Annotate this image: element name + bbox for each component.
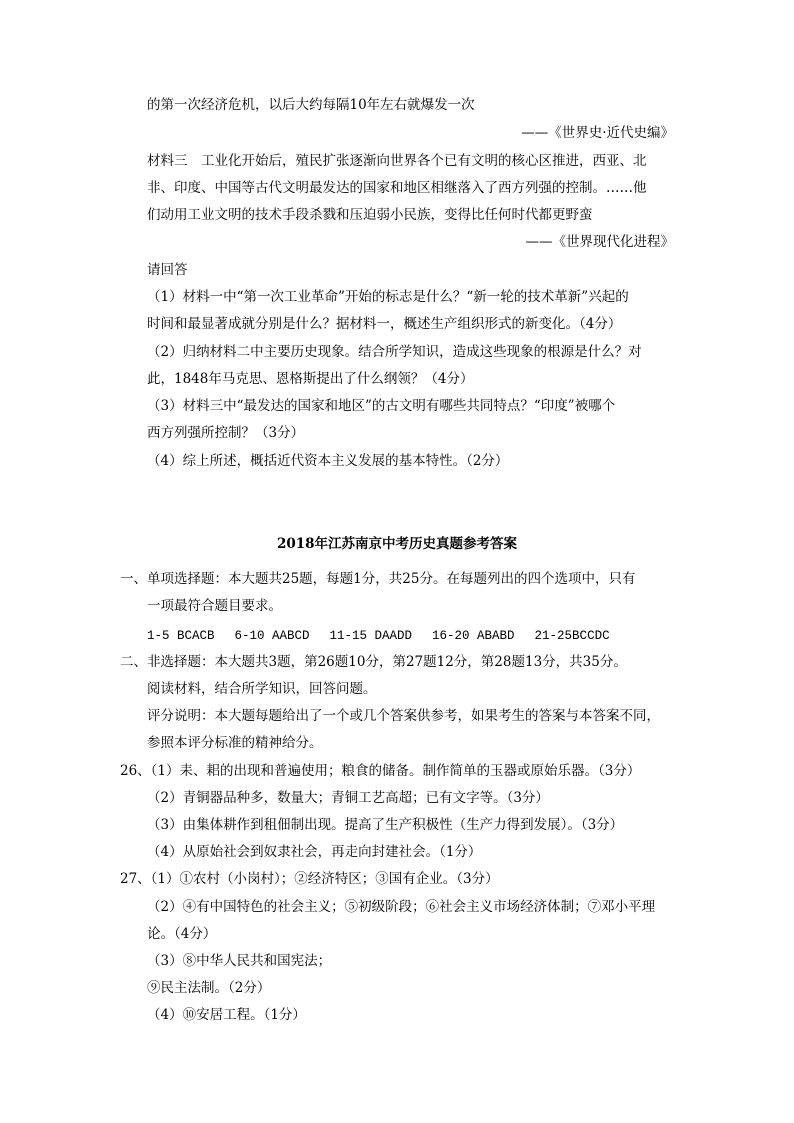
answer-line: 26、（1）耒、耜的出现和普遍使用；粮食的储备。制作简单的玉器或原始乐器。（3分） xyxy=(120,763,641,779)
answer-line: （2）青铜器品种多，数量大；青铜工艺高超；已有文字等。（3分） xyxy=(147,790,549,806)
question-line: 此，1848年马克思、恩格斯提出了什么纲领？（4分） xyxy=(147,371,474,387)
answer-line: （4）从原始社会到奴隶社会，再走向封建社会。（1分） xyxy=(147,844,482,860)
answer-line: （4）⑩安居工程。（1分） xyxy=(147,1007,306,1023)
text-line: 非、印度、中国等古代文明最发达的国家和地区相继落入了西方列强的控制。……他 xyxy=(147,180,647,196)
source-citation: ——《世界现代化进程》 xyxy=(525,234,674,250)
text-line: 一、单项选择题：本大题共25题，每题1分，共25分。在每题列出的四个选项中，只有 xyxy=(120,571,636,587)
answer-title: 2018年江苏南京中考历史真题参考答案 xyxy=(276,536,518,552)
answer-line: （2）④有中国特色的社会主义；⑤初级阶段；⑥社会主义市场经济体制；⑦邓小平理 xyxy=(147,899,656,915)
question-line: （1）材料一中“第一次工业革命”开始的标志是什么？“新一轮的技术革新”兴起的 xyxy=(147,289,629,305)
text-line: 参照本评分标准的精神给分。 xyxy=(147,735,323,751)
answer-line: 论。（4分） xyxy=(147,926,217,942)
text-line: 阅读材料，结合所学知识，回答问题。 xyxy=(147,681,377,697)
text-line: 们动用工业文明的技术手段杀戮和压迫弱小民族，变得比任何时代都更野蛮 xyxy=(147,207,593,223)
question-line: （3）材料三中“最发达的国家和地区”的古文明有哪些共同特点？“印度”被哪个 xyxy=(147,398,616,414)
answer-line: 27、（1）①农村（小岗村）；②经济特区；③国有企业。（3分） xyxy=(120,871,499,887)
answer-line: ⑨民主法制。（2分） xyxy=(147,980,271,996)
text-line: 请回答 xyxy=(147,262,188,278)
answer-line: （3）由集体耕作到租佃制出现。提高了生产积极性（生产力得到发展）。（3分） xyxy=(147,817,624,833)
question-line: 西方列强所控制？（3分） xyxy=(147,425,305,441)
text-line: 二、非选择题：本大题共3题，第26题10分，第27题12分，第28题13分，共35分。 xyxy=(120,654,627,670)
question-line: 时间和最显著成就分别是什么？据材料一，概述生产组织形式的新变化。（4分） xyxy=(147,316,622,332)
text-line: 的第一次经济危机，以后大约每隔10年左右就爆发一次 xyxy=(147,97,475,113)
source-citation: ——《世界史·近代史编》 xyxy=(521,125,674,141)
text-line: 一项最符合题目要求。 xyxy=(147,598,282,614)
answer-line: （3）⑧中华人民共和国宪法； xyxy=(147,953,332,969)
text-line: 材料三 工业化开始后，殖民扩张逐渐向世界各个已有文明的核心区推进，西亚、北 xyxy=(147,153,647,169)
answer-key-line: 1-5 BCACB 6-10 AABCD 11-15 DAADD 16-20 ABABD 21-25BCCDC xyxy=(147,629,610,643)
question-line: （4）综上所述，概括近代资本主义发展的基本特性。（2分） xyxy=(147,453,509,469)
text-line: 评分说明：本大题每题给出了一个或几个答案供参考，如果考生的答案与本答案不同， xyxy=(147,708,660,724)
question-line: （2）归纳材料二中主要历史现象。结合所学知识，造成这些现象的根源是什么？对 xyxy=(147,344,642,360)
